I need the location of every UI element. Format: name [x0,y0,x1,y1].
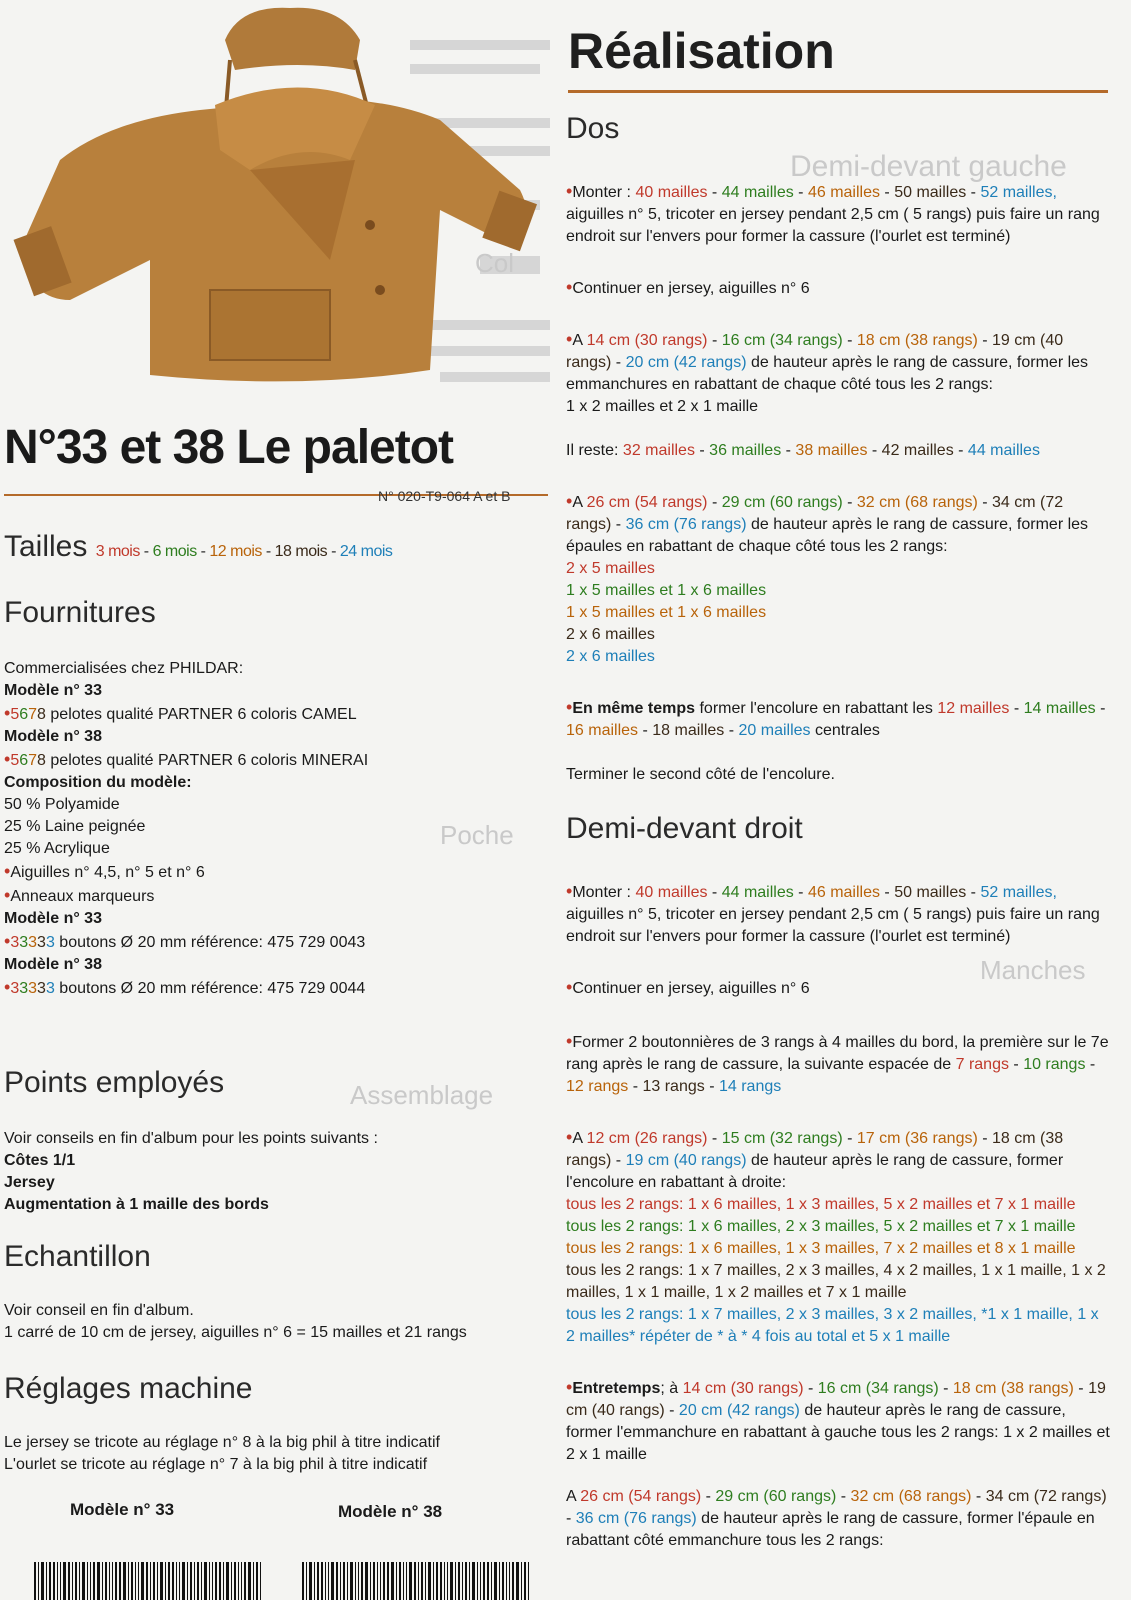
fournitures-heading: Fournitures [4,596,156,629]
size-value: 12 cm (26 rangs) [586,1130,708,1147]
size-value: 36 mailles [709,442,782,459]
size-instruction-line: tous les 2 rangs: 1 x 7 mailles, 2 x 3 mailles, 4 x 2 mailles, 1 x 1 maille, 1 x 2 mailles, 1 x 1 maille, 1 x 2 mailles et 7 x 1 maille [566,1262,1106,1301]
size-value: 46 mailles [807,184,880,201]
dos-reste: Il reste: 32 mailles - 36 mailles - 38 mailles - 42 mailles - 44 mailles [566,442,1040,459]
dd-a4: A 26 cm (54 rangs) - 29 cm (60 rangs) - 32 cm (68 rangs) - 34 cm (72 rangs) - 36 cm (76 rangs) de hauteur après le rang de cassure, former l'épaule en rabattant côté emmanchure tous les 2 rangs: [566,1488,1107,1549]
dos-monter: •Monter : 40 mailles - 44 mailles - 46 mailles - 50 mailles - 52 mailles, aiguilles n° 5, tricoter en jersey pendant 2,5 cm ( 5 rangs) puis faire un rang endroit sur l'envers pour former la cassure (l'ourlet est terminé) [566,181,1100,245]
quantity-value: 7 [28,752,38,769]
barcode-label-38: Modèle n° 38 [338,1502,443,1521]
dd-boutonnieres: •Former 2 boutonnières de 3 rangs à 4 mailles du bord, la première sur le 7e rang après le rang de cassure, la suivante espacée de 7 rangs - 10 rangs - 12 rangs - 13 rangs - 14 rangs [566,1031,1109,1095]
size-value: 16 mailles [566,722,639,739]
size-value: 40 mailles [635,884,708,901]
ghost-text: Col [475,248,515,278]
ghost-text: Assemblage [350,1080,494,1110]
fournitures-list [4,658,424,1000]
barcode-33 [34,1562,263,1600]
quantity-value: 6 [19,752,29,769]
size-value: 19 cm (40 rangs) [625,1152,747,1169]
quantity-value: 7 [28,706,38,723]
size-value: 18 cm (38 rangs) [856,332,978,349]
modele-38-label-2: Modèle n° 38 [4,956,102,973]
size-value: 12 rangs [566,1078,629,1095]
point-augmentation: Augmentation à 1 maille des bords [4,1196,269,1213]
size-value: 17 cm (36 rangs) [856,1130,978,1147]
ghost-text: Demi-devant gauche [790,150,1067,183]
echantillon-heading: Echantillon [4,1240,151,1273]
size-instruction-line: 1 x 5 mailles et 1 x 6 mailles [566,582,767,599]
size-value: 14 rangs [718,1078,782,1095]
dos-meme-temps: •En même temps former l'encolure en rabattant les 12 mailles - 14 mailles - 16 mailles - 18 mailles - 20 mailles centrales [566,697,1106,739]
quantity-value: 8 [37,706,46,723]
quantity-value: 3 [45,980,55,997]
quantity-value: 3 [19,934,29,951]
boutons-33: •33333 boutons Ø 20 mm référence: 475 729 0043 [4,931,366,951]
point-cotes: Côtes 1/1 [4,1152,76,1169]
pelotes-38: •5678 pelotes qualité PARTNER 6 coloris MINERAI [4,749,369,769]
size-instruction-line: tous les 2 rangs: 1 x 6 mailles, 1 x 3 mailles, 5 x 2 mailles et 7 x 1 maille [566,1196,1076,1213]
quantity-value: 3 [28,980,38,997]
quantity-value: 5 [10,706,20,723]
quantity-value: 5 [10,752,20,769]
dd-entretemps: •Entretemps; à 14 cm (30 rangs) - 16 cm (34 rangs) - 18 cm (38 rangs) - 19 cm (40 rangs) - 20 cm (42 rangs) de hauteur après le rang de cassure, former l'emmanchure en rabattant à gauche tous les 2 rangs: 1 x 2 mailles et 2 x 1 maille [566,1377,1110,1463]
modele-33-label: Modèle n° 33 [4,682,102,699]
size-value: 20 mailles [738,722,811,739]
pattern-reference: N° 020-T9-064 A et B [378,488,511,504]
size-value: 34 cm (72 rangs) [566,494,1064,533]
size-value: 26 cm (54 rangs) [580,1488,702,1505]
size-value: 10 rangs [1023,1056,1086,1073]
boutons-38: •33333 boutons Ø 20 mm référence: 475 729 0044 [4,977,366,997]
size-value: 29 cm (60 rangs) [715,1488,837,1505]
size-instruction-line: tous les 2 rangs: 1 x 6 mailles, 1 x 3 mailles, 7 x 2 mailles et 8 x 1 maille [566,1240,1076,1257]
size-instruction-line: tous les 2 rangs: 1 x 6 mailles, 2 x 3 mailles, 5 x 2 mailles et 7 x 1 maille [566,1218,1076,1235]
quantity-value: 6 [19,706,29,723]
size-value: 42 mailles [881,442,954,459]
size-option: 24 mois [339,543,393,560]
points-intro: Voir conseils en fin d'album pour les points suivants : [4,1130,378,1147]
size-instruction-line: 2 x 6 mailles [566,648,655,665]
size-value: 13 rangs [642,1078,705,1095]
size-instruction-line: 2 x 5 mailles [566,560,655,577]
modele-33-label-2: Modèle n° 33 [4,910,102,927]
realisation-rule [568,90,1108,93]
size-value: 14 cm (30 rangs) [586,332,708,349]
composition-3: 25 % Acrylique [4,840,110,857]
size-instruction-line: 2 x 6 mailles [566,626,655,643]
size-value: 14 cm (30 rangs) [682,1380,804,1397]
size-value: 20 cm (42 rangs) [678,1402,800,1419]
size-value: 36 cm (76 rangs) [625,516,747,533]
size-value: 26 cm (54 rangs) [586,494,708,511]
size-value: 18 cm (38 rangs) [952,1380,1074,1397]
commercialisees-text: Commercialisées chez PHILDAR: [4,660,244,677]
size-value: 50 mailles [894,184,967,201]
size-value: 16 cm (34 rangs) [817,1380,939,1397]
size-value: 44 mailles [721,884,794,901]
sizes-list: 3 mois - 6 mois - 12 mois - 18 mois - 24 mois [95,543,393,560]
size-value: 19 cm (40 rangs) [566,1380,1106,1419]
anneaux-item: •Anneaux marqueurs [4,885,155,905]
quantity-value: 8 [37,752,46,769]
ghost-text: Poche [440,820,514,850]
aiguilles-item: •Aiguilles n° 4,5, n° 5 et n° 6 [4,861,205,881]
page-title: N°33 et 38 Le paletot [4,421,454,474]
composition-1: 50 % Polyamide [4,796,120,813]
size-value: 32 cm (68 rangs) [850,1488,972,1505]
size-value: 19 cm (40 rangs) [566,332,1064,371]
composition-heading: Composition du modèle: [4,774,192,791]
dos-a1: •A 14 cm (30 rangs) - 16 cm (34 rangs) - 18 cm (38 rangs) - 19 cm (40 rangs) - 20 cm (42 rangs) de hauteur après le rang de cassure, former les emmanchures en rabattant de chaque côté tous les 2 rangs: 1 x 2 mailles et 2 x 1 maille [566,329,1089,415]
quantity-value: 3 [19,980,29,997]
quantity-value: 3 [10,934,20,951]
points-list [4,1128,424,1216]
size-option: 12 mois [209,543,262,560]
realisation-heading: Réalisation [568,23,835,79]
encolure-list [566,1194,1111,1348]
size-value: 52 mailles, [980,184,1057,201]
size-value: 52 mailles, [980,884,1057,901]
quantity-value: 3 [37,934,46,951]
size-value: 7 rangs [955,1056,1009,1073]
size-value: 36 cm (76 rangs) [575,1510,697,1527]
reglages-heading: Réglages machine [4,1372,253,1405]
point-jersey: Jersey [4,1174,55,1191]
size-value: 20 cm (42 rangs) [625,354,747,371]
dos-a2: •A 26 cm (54 rangs) - 29 cm (60 rangs) - 32 cm (68 rangs) - 34 cm (72 rangs) - 36 cm (76 rangs) de hauteur après le rang de cassure, former les épaules en rabattant de chaque côté tous les 2 rangs: 2 x 5 mailles 1 x 5 mailles et 1 x 6 mailles 1 x 5 mailles et 1 x 6 mailles 2 x 6 mailles 2 x 6 mailles [566,490,1111,668]
barcode-label-33: Modèle n° 33 [70,1500,175,1519]
size-value: 38 mailles [795,442,868,459]
size-value: 29 cm (60 rangs) [721,494,843,511]
sweater-photo [0,0,560,400]
size-instruction-line: tous les 2 rangs: 1 x 7 mailles, 2 x 3 mailles, 3 x 2 mailles, *1 x 1 maille, 1 x 2 mailles* répéter de * à * 4 fois au total et 5 x 1 maille [566,1306,1099,1345]
modele-38-label: Modèle n° 38 [4,728,102,745]
size-option: 18 mois [274,543,328,560]
size-option: 3 mois [95,543,140,560]
reglages-line-1: Le jersey se tricote au réglage n° 8 à la big phil à titre indicatif [4,1434,440,1451]
echantillon-line-2: 1 carré de 10 cm de jersey, aiguilles n° 6 = 15 mailles et 21 rangs [4,1324,467,1341]
tailles-heading: Tailles 3 mois - 6 mois - 12 mois - 18 mois - 24 mois [4,530,393,563]
quantity-value: 3 [10,980,20,997]
pelotes-33: •5678 pelotes qualité PARTNER 6 coloris CAMEL [4,703,357,723]
size-value: 12 mailles [937,700,1010,717]
size-value: 16 cm (34 rangs) [721,332,843,349]
size-value: 15 cm (32 rangs) [721,1130,843,1147]
quantity-value: 3 [28,934,38,951]
barcode-38 [302,1562,531,1600]
demi-devant-droit-heading: Demi-devant droit [566,812,803,845]
dos-terminer: Terminer le second côté de l'encolure. [566,766,835,783]
composition-2: 25 % Laine peignée [4,818,146,835]
size-value: 32 cm (68 rangs) [856,494,978,511]
size-value: 40 mailles [635,184,708,201]
size-value: 18 mailles [652,722,725,739]
size-value: 44 mailles [721,184,794,201]
size-value: 46 mailles [807,884,880,901]
dos-continuer: •Continuer en jersey, aiguilles n° 6 [566,277,810,297]
size-instruction-line: 1 x 5 mailles et 1 x 6 mailles [566,604,767,621]
dd-monter: •Monter : 40 mailles - 44 mailles - 46 mailles - 50 mailles - 52 mailles, aiguilles n° 5, tricoter en jersey pendant 2,5 cm ( 5 rangs) puis faire un rang endroit sur l'envers pour former la cassure (l'ourlet est terminé) [566,881,1100,945]
reglages-text [4,1432,544,1476]
echantillon-line-1: Voir conseil en fin d'album. [4,1302,194,1319]
quantity-value: 3 [45,934,55,951]
points-heading: Points employés [4,1066,225,1099]
size-value: 50 mailles [894,884,967,901]
size-option: 6 mois [152,543,197,560]
size-value: 32 mailles [622,442,695,459]
dos-heading: Dos [566,112,620,145]
epaules-list [566,558,1111,668]
quantity-value: 3 [37,980,46,997]
size-value: 34 cm (72 rangs) [985,1488,1107,1505]
size-value: 44 mailles [967,442,1040,459]
dd-a3: •A 12 cm (26 rangs) - 15 cm (32 rangs) - 17 cm (36 rangs) - 18 cm (38 rangs) - 19 cm (40 rangs) de hauteur après le rang de cassure, former l'encolure en rabattant à droite: tous les 2 rangs: 1 x 6 mailles, 1 x 3 mailles, 5 x 2 mailles et 7 x 1 maille tous les 2 rangs: 1 x 6 mailles, 2 x 3 mailles, 5 x 2 mailles et 7 x 1 maille tous les 2 rangs: 1 x 6 mailles, 1 x 3 mailles, 7 x 2 mailles et 8 x 1 maille tous les 2 rangs: 1 x 7 mailles, 2 x 3 mailles, 4 x 2 mailles, 1 x 1 maille, 1 x 2 mailles, 1 x 1 maille, 1 x 2 mailles et 7 x 1 maille tous les 2 rangs: 1 x 7 mailles, 2 x 3 mailles, 3 x 2 mailles, *1 x 1 maille, 1 x 2 mailles* répéter de * à * 4 fois au total et 5 x 1 maille [566,1126,1111,1348]
size-value: 18 cm (38 rangs) [566,1130,1064,1169]
size-value: 14 mailles [1023,700,1096,717]
dd-continuer: •Continuer en jersey, aiguilles n° 6 [566,977,810,997]
ghost-text: Manches [980,955,1086,985]
reglages-line-2: L'ourlet se tricote au réglage n° 7 à la big phil à titre indicatif [4,1456,428,1473]
echantillon-text [4,1300,544,1344]
